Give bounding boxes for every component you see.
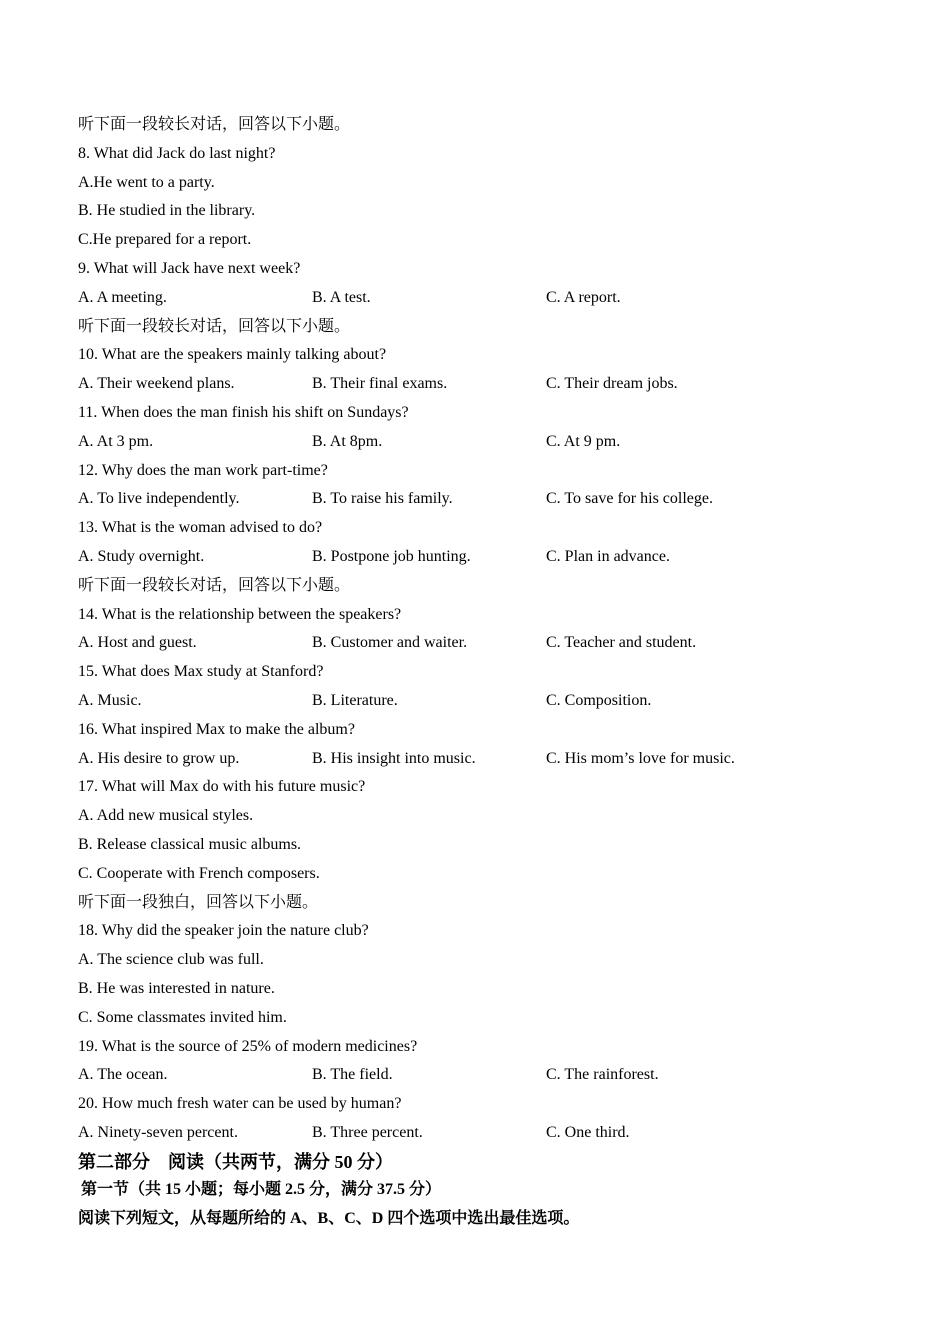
option-b: B. His insight into music. (312, 749, 476, 767)
option-c: C. Their dream jobs. (546, 375, 678, 393)
option-row (78, 370, 898, 399)
option-a: A. Host and guest. (78, 634, 197, 652)
option-line: B. He was interested in nature. (78, 979, 275, 997)
question-line: 19. What is the source of 25% of modern medicines? (78, 1037, 418, 1055)
instruction-line: 听下面一段独白，回答以下小题。 (78, 893, 319, 911)
option-row (78, 1119, 898, 1148)
option-a: A. Study overnight. (78, 547, 205, 565)
option-line: B. He studied in the library. (78, 202, 256, 220)
question-line: 16. What inspired Max to make the album? (78, 720, 355, 738)
question-line: 17. What will Max do with his future music? (78, 778, 366, 796)
option-row (78, 485, 898, 514)
instruction-line: 听下面一段较长对话，回答以下小题。 (78, 317, 351, 335)
exam-content (78, 111, 898, 1234)
option-b: B. At 8pm. (312, 432, 383, 450)
option-a: A. A meeting. (78, 288, 167, 306)
option-c: C. Plan in advance. (546, 547, 670, 565)
option-b: B. Literature. (312, 691, 398, 709)
option-b: B. The field. (312, 1066, 393, 1084)
question-line: 12. Why does the man work part-time? (78, 461, 328, 479)
option-a: A. The ocean. (78, 1066, 168, 1084)
option-c: C. His mom’s love for music. (546, 749, 735, 767)
question-line: 20. How much fresh water can be used by human? (78, 1095, 402, 1113)
option-a: A. Their weekend plans. (78, 375, 235, 393)
option-b: B. To raise his family. (312, 490, 453, 508)
option-b: B. A test. (312, 288, 371, 306)
option-a: A. Music. (78, 691, 142, 709)
option-line: C. Cooperate with French composers. (78, 864, 320, 882)
option-line: C.He prepared for a report. (78, 231, 252, 249)
instruction-line: 听下面一段较长对话，回答以下小题。 (78, 116, 351, 133)
question-line: 14. What is the relationship between the speakers? (78, 605, 402, 623)
option-b: B. Their final exams. (312, 375, 448, 393)
option-a: A. At 3 pm. (78, 432, 154, 450)
instruction-line: 听下面一段较长对话，回答以下小题。 (78, 576, 351, 594)
option-line: A. Add new musical styles. (78, 807, 254, 825)
question-line: 8. What did Jack do last night? (78, 144, 276, 162)
option-line: A. The science club was full. (78, 951, 264, 969)
option-a: A. To live independently. (78, 490, 240, 508)
option-c: C. At 9 pm. (546, 432, 621, 450)
question-line: 11. When does the man finish his shift on Sundays? (78, 403, 409, 421)
section-heading: 第二部分 阅读（共两节，满分 50 分） (78, 1151, 393, 1172)
option-row (78, 1061, 898, 1090)
option-c: C. Teacher and student. (546, 634, 697, 652)
option-c: C. One third. (546, 1123, 630, 1141)
question-line: 13. What is the woman advised to do? (78, 519, 323, 537)
option-a: A. Ninety-seven percent. (78, 1123, 238, 1141)
question-line: 18. Why did the speaker join the nature club? (78, 922, 369, 940)
option-row (78, 428, 898, 457)
instruction-line: 阅读下列短文，从每题所给的 A、B、C、D 四个选项中选出最佳选项。 (78, 1210, 580, 1228)
option-line: B. Release classical music albums. (78, 835, 302, 853)
option-c: C. To save for his college. (546, 490, 713, 508)
option-line: C. Some classmates invited him. (78, 1008, 287, 1026)
option-row (78, 629, 898, 658)
question-line: 10. What are the speakers mainly talking about? (78, 346, 387, 364)
option-line: A.He went to a party. (78, 173, 215, 191)
option-c: C. Composition. (546, 691, 652, 709)
option-b: B. Three percent. (312, 1123, 423, 1141)
question-line: 9. What will Jack have next week? (78, 259, 301, 277)
option-row (78, 745, 898, 774)
question-line: 15. What does Max study at Stanford? (78, 663, 324, 681)
option-a: A. His desire to grow up. (78, 749, 240, 767)
option-c: C. The rainforest. (546, 1066, 659, 1084)
option-row (78, 284, 898, 313)
option-b: B. Customer and waiter. (312, 634, 468, 652)
option-c: C. A report. (546, 288, 621, 306)
option-b: B. Postpone job hunting. (312, 547, 471, 565)
option-row (78, 543, 898, 572)
option-row (78, 687, 898, 716)
subsection-heading: 第一节（共 15 小题；每小题 2.5 分，满分 37.5 分） (81, 1181, 442, 1199)
